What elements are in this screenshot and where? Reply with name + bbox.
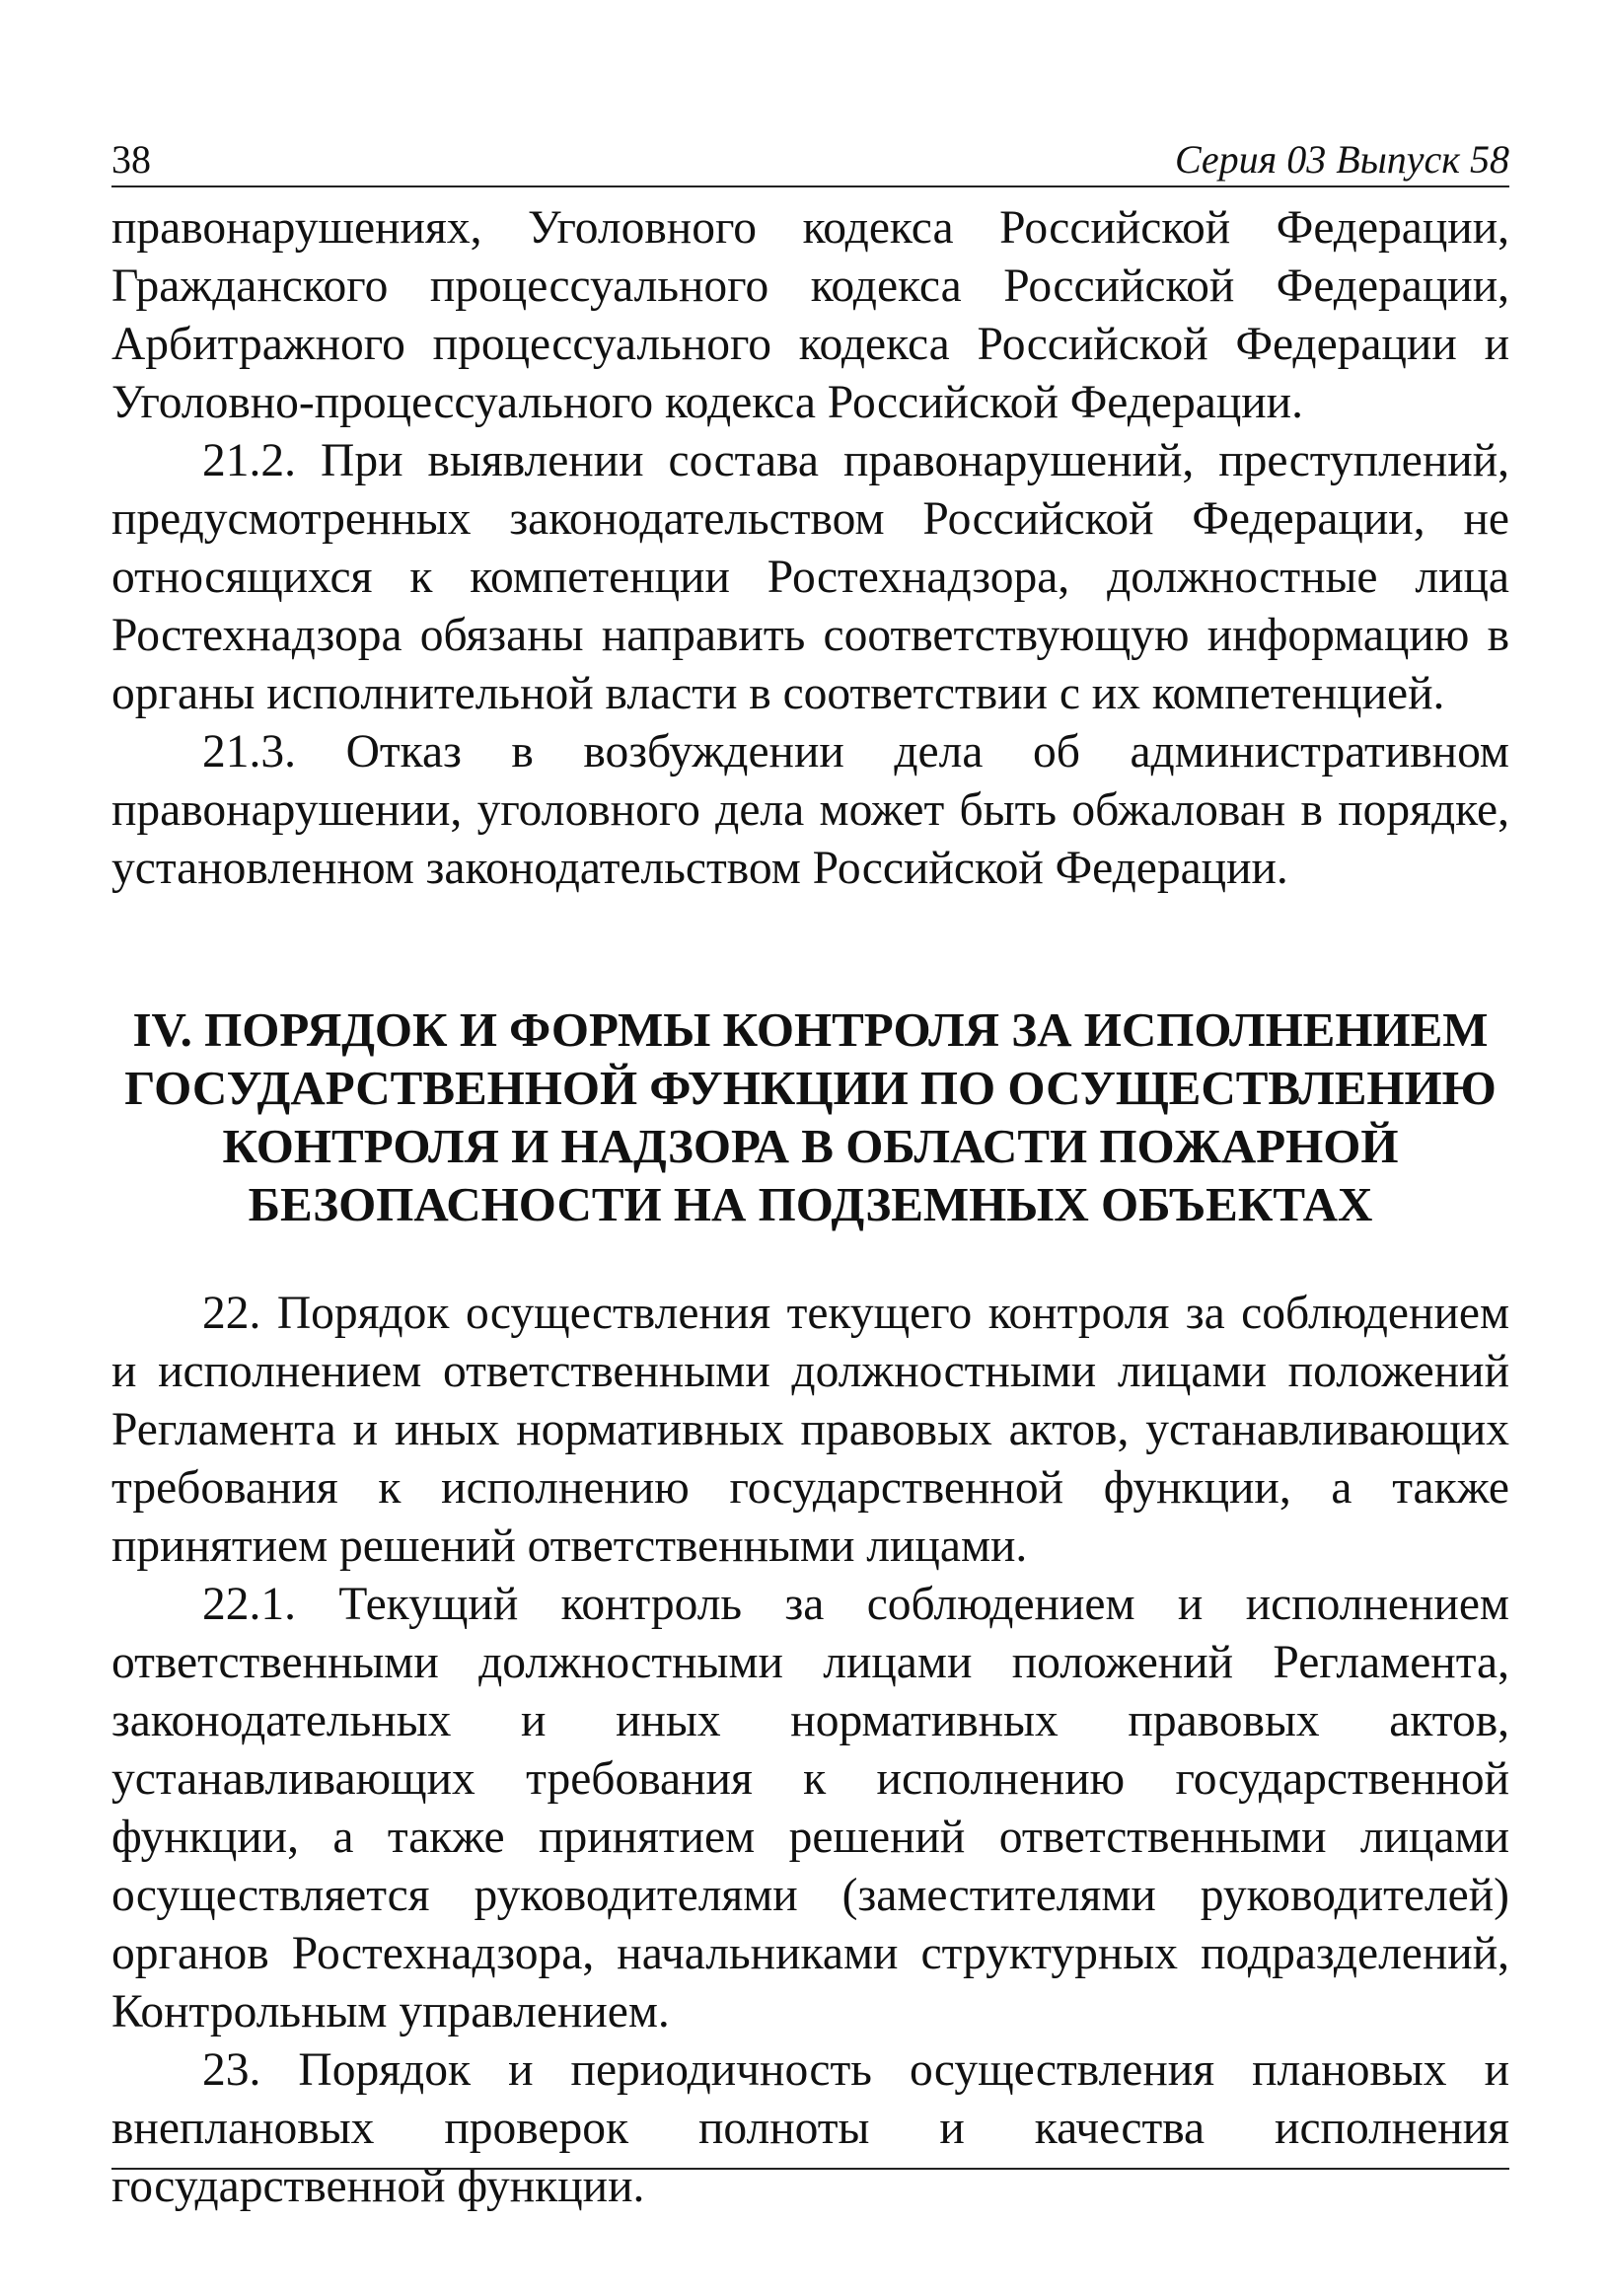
paragraph-21-2: 21.2. При выявлении состава правонарушений, преступлений, предусмотренных законодательством Российской Федерации, не относящихся к компетенции Ростехнадзора, должностные лица Ростехнадзора обязаны направить соответствующую информацию в органы исполнительной власти в соответствии с их компетенцией. — [111, 435, 1509, 719]
body-text — [111, 199, 1509, 2216]
paragraph-22: 22. Порядок осуществления текущего контроля за соблюдением и исполнением ответственными должностными лицами положений Регламента и иных нормативных правовых актов, устанавливающих требования к исполнению государственной функции, а также принятием решений ответственными лицами. — [111, 1288, 1509, 1572]
series-title: Серия 03 Выпуск 58 — [1174, 137, 1509, 182]
paragraph-22-1: 22.1. Текущий контроль за соблюдением и исполнением ответственными должностными лицами положений Регламента, законодательных и иных нормативных правовых актов, устанавливающих требования к исполнению государственной функции, а также принятием решений ответственными лицами осуществляется руководителями (заместителями руководителей) органов Ростехнадзора, начальниками структурных подразделений, Контрольным управлением. — [111, 1579, 1509, 2037]
running-header — [111, 130, 1509, 187]
paragraph-21-3: 21.3. Отказ в возбуждении дела об административном правонарушении, уголовного дела может быть обжалован в порядке, установленном законодательством Российской Федерации. — [111, 726, 1509, 894]
paragraph-23: 23. Порядок и периодичность осуществления плановых и внеплановых проверок полноты и качества исполнения государственной функции. — [111, 2044, 1509, 2212]
section-heading: IV. ПОРЯДОК И ФОРМЫ КОНТРОЛЯ ЗА ИСПОЛНЕНИЕМ ГОСУДАРСТВЕННОЙ ФУНКЦИИ ПО ОСУЩЕСТВЛЕНИЮ КОНТРОЛЯ И НАДЗОРА В ОБЛАСТИ ПОЖАРНОЙ БЕЗОПАСНОСТИ НА ПОДЗЕМНЫХ ОБЪЕКТАХ — [124, 1002, 1497, 1231]
page-number: 38 — [111, 137, 151, 182]
document-page — [111, 130, 1509, 2216]
paragraph-continued: правонарушениях, Уголовного кодекса Российской Федерации, Гражданского процессуального кодекса Российской Федерации, Арбитражного процессуального кодекса Российской Федерации и Уголовно-процессуального кодекса Российской Федерации. — [111, 202, 1509, 428]
footer-rule — [111, 2168, 1509, 2170]
